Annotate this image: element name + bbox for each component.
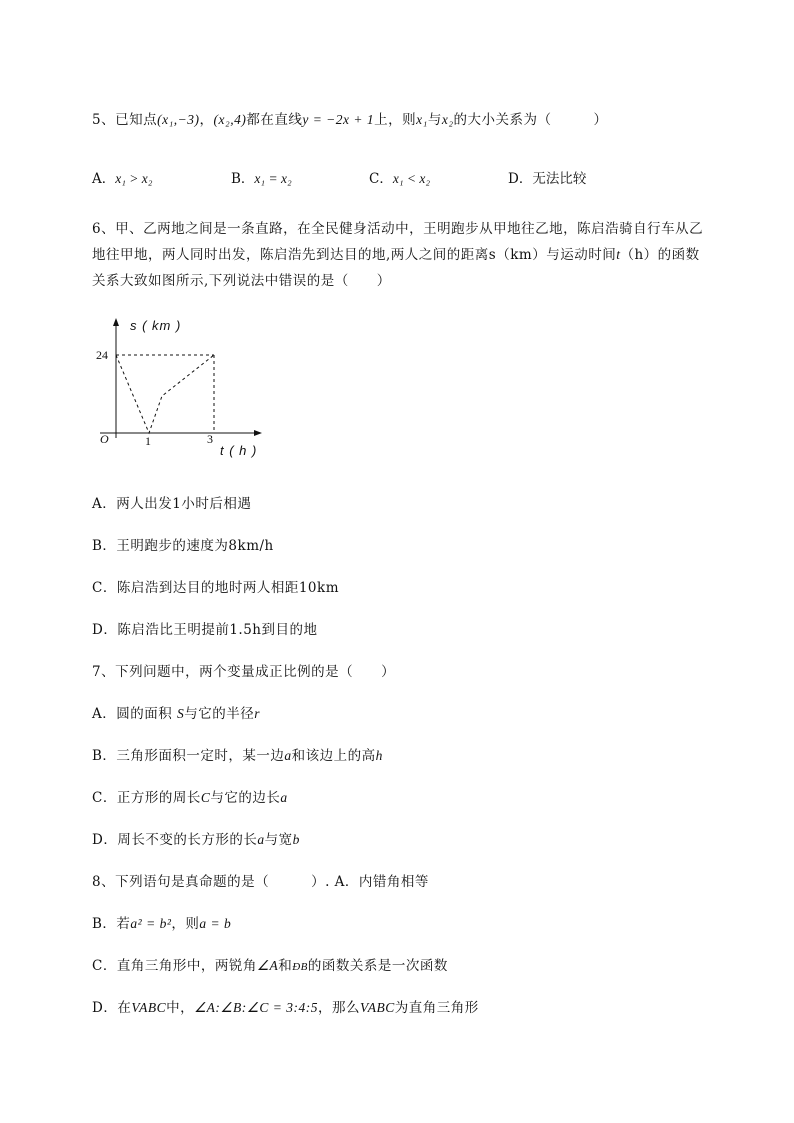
q5-stem-part-c: 上，则	[374, 112, 417, 128]
q5-x2: x₂	[441, 112, 454, 127]
q7-option-d-text-b: 与宽	[264, 832, 293, 848]
q5-option-d-expr: 无法比较	[532, 171, 587, 187]
q5-line-equation: y = −2x + 1	[302, 112, 375, 127]
y-axis-label: s ( km )	[130, 318, 182, 333]
q8-option-b-text-b: ，则	[171, 916, 200, 932]
q7-option-c-C: C	[200, 790, 211, 805]
q8-option-b-expr2: a = b	[199, 916, 232, 931]
q6-stem-line1: 6、甲、乙两地之间是一条直路，在全民健身活动中，王明跑步从甲地往乙地，陈启浩骑自行车从乙	[92, 221, 704, 237]
q7-option-a-text-b: 与它的半径	[184, 706, 255, 722]
q8-option-d-text-d: 为直角三角形	[394, 1000, 479, 1016]
q5-sep: ，	[199, 112, 214, 128]
q6-distance-time-graph	[90, 312, 280, 462]
y-tick-24: 24	[96, 348, 108, 362]
q7-option-c	[92, 786, 288, 806]
q5-option-a	[92, 167, 152, 187]
q5-point1: (x₁,−3)	[157, 112, 200, 127]
q6-line2-part-b: （h）的函数	[620, 247, 700, 263]
y-axis-arrow-icon	[113, 318, 119, 326]
q8-option-b	[92, 912, 231, 932]
q6-line2-part-a: 地往甲地，两人同时出发，陈启浩先到达目的地,两人之间的距离s（km）与运动时间	[92, 247, 617, 263]
q7-option-a-S: S	[177, 706, 185, 721]
q5-option-d	[508, 167, 586, 187]
q8-option-c-text-a: C．直角三角形中，两锐角	[92, 958, 257, 974]
q5-option-b-expr: x₁ = x₂	[254, 171, 292, 186]
q6-option-d: D．陈启浩比王明提前1.5h到目的地	[92, 622, 318, 638]
q8-option-c-text-b: 和	[278, 958, 293, 974]
q6-option-a: A．两人出发1小时后相遇	[92, 496, 252, 512]
q6-stem-line3: 关系大致如图所示,下列说法中错误的是（ ）	[92, 273, 391, 289]
q6-stem-line2	[92, 243, 700, 263]
q5-option-d-label: D．	[508, 171, 533, 187]
q7-option-d-text-a: D．周长不变的长方形的长	[92, 832, 258, 848]
q5-option-c-expr: x₁ < x₂	[392, 171, 431, 186]
q7-option-b-h: h	[375, 748, 383, 763]
origin-label: O	[100, 432, 109, 446]
q5-stem	[92, 108, 608, 128]
q7-option-c-text-a: C．正方形的周长	[92, 790, 201, 806]
q5-option-c	[369, 167, 430, 187]
q7-option-b-text-b: 和该边上的高	[291, 748, 376, 764]
q7-option-b	[92, 744, 383, 764]
q7-option-c-a: a	[280, 790, 288, 805]
x-axis-label: t ( h )	[220, 443, 258, 458]
q5-option-c-label: C．	[369, 171, 393, 187]
q7-option-a-text-a: A．圆的面积	[92, 706, 178, 722]
q8-option-d-ratio: ∠A:∠B:∠C = 3:4:5	[194, 1000, 318, 1015]
q7-option-c-text-b: 与它的边长	[210, 790, 281, 806]
q8-option-d-triangle: VABC	[131, 1000, 167, 1015]
q8-option-d	[92, 996, 479, 1016]
q5-option-a-label: A．	[92, 171, 116, 187]
q5-option-a-expr: x₁ > x₂	[115, 171, 153, 186]
q8-option-d-triangle-2: VABC	[359, 1000, 395, 1015]
q8-option-c-angle-a: ∠A	[256, 958, 279, 973]
q7-option-a-r: r	[254, 706, 261, 721]
q6-line2-t: t	[616, 247, 621, 262]
q6-option-c: C．陈启浩到达目的地时两人相距10km	[92, 580, 339, 596]
x-tick-1: 1	[145, 434, 151, 448]
q5-x1: x₁	[416, 112, 428, 127]
q8-option-c-angle-b: ÐB	[292, 961, 308, 973]
q7-stem: 7、下列问题中，两个变量成正比例的是（ ）	[92, 664, 396, 680]
q5-stem-part-a: 5、已知点	[92, 112, 158, 128]
q7-option-b-a: a	[284, 748, 292, 763]
distance-curve	[116, 355, 214, 433]
q8-option-b-expr1: a² = b²	[130, 916, 172, 931]
q6-option-b: B．王明跑步的速度为8km/h	[92, 538, 274, 554]
q8-stem: 8、下列语句是真命题的是（ ）. A．内错角相等	[92, 874, 429, 890]
q5-option-b	[231, 167, 292, 187]
q8-option-d-text-c: ，那么	[317, 1000, 360, 1016]
q5-stem-part-b: 都在直线	[246, 112, 303, 128]
q5-option-b-label: B．	[231, 171, 255, 187]
q5-stem-part-e: 的大小关系为（ ）	[453, 112, 608, 128]
q7-option-d-b: b	[292, 832, 300, 847]
q7-option-b-text-a: B．三角形面积一定时，某一边	[92, 748, 285, 764]
q8-option-c-text-c: 的函数关系是一次函数	[307, 958, 448, 974]
q7-option-a	[92, 702, 260, 722]
q8-option-d-text-a: D．在	[92, 1000, 132, 1016]
q7-option-d	[92, 828, 300, 848]
q8-option-c	[92, 954, 448, 974]
q5-point2: (x₂,4)	[213, 112, 247, 127]
q8-option-b-text-a: B．若	[92, 916, 131, 932]
x-axis-arrow-icon	[254, 430, 262, 436]
q8-option-d-text-b: 中，	[166, 1000, 195, 1016]
x-tick-3: 3	[207, 432, 213, 446]
q7-option-d-a: a	[257, 832, 265, 847]
q5-stem-part-d: 与	[427, 112, 442, 128]
